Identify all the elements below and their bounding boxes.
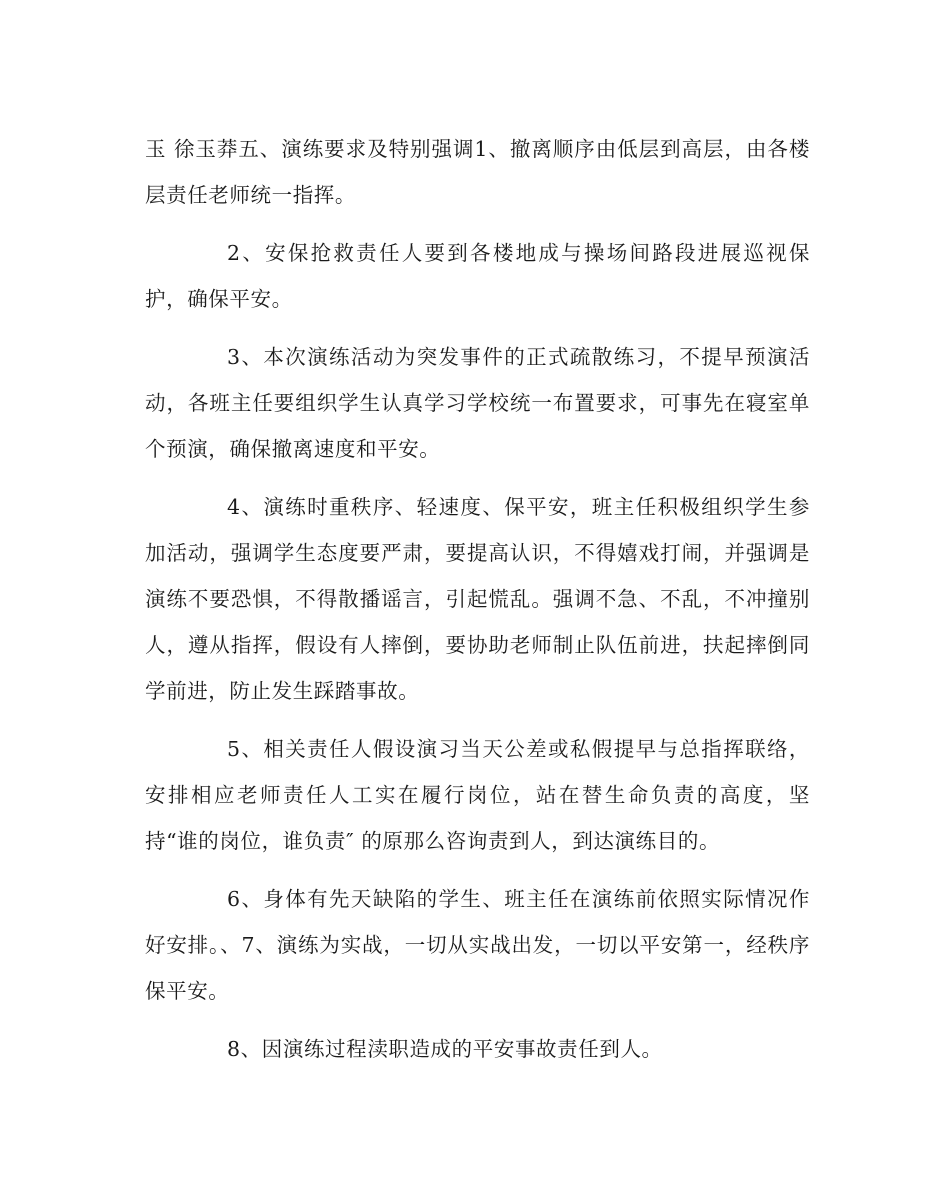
paragraph-item-2: 2、安保抢救责任人要到各楼地成与操场间路段进展巡视保护，确保平安。: [145, 241, 810, 311]
paragraph-item-8: 8、因演练过程渎职造成的平安事故责任到人。: [227, 1037, 663, 1061]
paragraph-drill-requirements-1: 玉 徐玉莽五、演练要求及特别强调1、撤离顺序由低层到高层，由各楼层责任老师统一指挥。: [145, 137, 810, 207]
paragraph-item-3: 3、本次演练活动为突发事件的正式疏散练习，不提早预演活动，各班主任要组织学生认真学习学校统一布置要求，可事先在寝室单个预演，确保撤离速度和平安。: [145, 345, 810, 461]
paragraph-item-5: 5、相关责任人假设演习当天公差或私假提早与总指挥联络，安排相应老师责任人工实在履行岗位，站在替生命负责的高度，坚持“谁的岗位，谁负责″ 的原那么咨询责到人，到达演练目的。: [145, 737, 810, 853]
paragraph-item-6-7: 6、身体有先天缺陷的学生、班主任在演练前依照实际情况作好安排。、7、演练为实战，一切从实战出发，一切以平安第一，经秩序保平安。: [145, 887, 810, 1003]
paragraph-item-4: 4、演练时重秩序、轻速度、保平安，班主任积极组织学生参加活动，强调学生态度要严肃，要提高认识，不得嬉戏打闹，并强调是演练不要恐惧，不得散播谣言，引起慌乱。强调不急、不乱，不冲撞别人，遵从指挥，假设有人摔倒，要协助老师制止队伍前进，扶起摔倒同学前进，防止发生踩踏事故。: [145, 495, 810, 703]
document-body: [145, 126, 810, 1072]
